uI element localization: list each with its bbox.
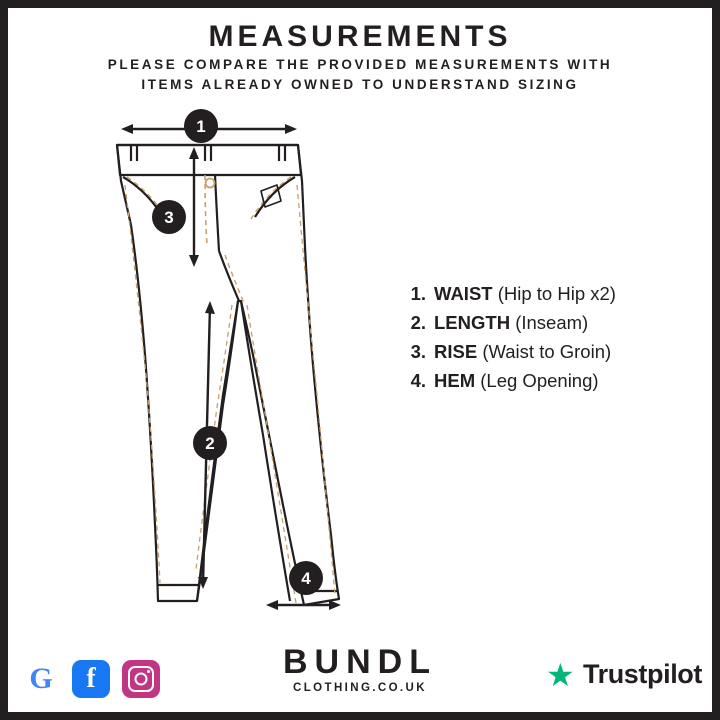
callout-2 <box>193 426 227 460</box>
subtitle-line-2: ITEMS ALREADY OWNED TO UNDERSTAND SIZING <box>141 77 579 92</box>
trustpilot-label: Trustpilot <box>583 659 702 689</box>
frame-border-top <box>0 0 720 8</box>
measurement-legend <box>400 283 700 399</box>
facebook-icon[interactable] <box>72 660 110 698</box>
legend-item-waist <box>400 283 700 305</box>
brand-domain: CLOTHING.CO.UK <box>293 682 427 694</box>
instagram-lens <box>135 673 148 686</box>
legend-note-1: (Hip to Hip x2) <box>497 283 616 304</box>
page-subtitle <box>60 55 660 95</box>
legend-label-1: WAIST <box>434 283 493 304</box>
arrow-rise <box>189 147 199 267</box>
callout-1 <box>184 109 218 143</box>
page-title: MEASUREMENTS <box>208 20 512 53</box>
legend-label-3: RISE <box>434 341 478 362</box>
social-links <box>22 660 160 698</box>
legend-label-4: HEM <box>434 370 476 391</box>
legend-item-rise <box>400 341 700 363</box>
callout-4 <box>289 561 323 595</box>
jeans-illustration <box>117 145 339 605</box>
star-icon: ★ <box>546 656 575 693</box>
callout-1-label: 1 <box>196 117 206 136</box>
callout-2-label: 2 <box>205 434 215 453</box>
legend-note-4: (Leg Opening) <box>480 370 599 391</box>
legend-item-hem <box>400 370 700 392</box>
measurement-arrows <box>121 124 341 610</box>
legend-number-2: 2. <box>410 312 426 333</box>
legend-item-length <box>400 312 700 334</box>
instagram-icon[interactable] <box>122 660 160 698</box>
callout-3-label: 3 <box>164 208 174 227</box>
facebook-glyph: f <box>86 663 96 694</box>
instagram-frame <box>128 666 154 692</box>
subtitle-line-1: PLEASE COMPARE THE PROVIDED MEASUREMENTS WITH <box>107 57 613 72</box>
legend-number-1: 1. <box>410 283 426 304</box>
frame-border-right <box>712 0 720 720</box>
google-glyph: G <box>29 662 53 695</box>
legend-note-2: (Inseam) <box>515 312 589 333</box>
trustpilot-logo[interactable] <box>546 656 702 693</box>
legend-number-3: 3. <box>410 341 426 362</box>
frame-border-bottom <box>0 712 720 720</box>
google-icon[interactable] <box>22 660 60 698</box>
brand-name: BUNDL <box>283 643 437 681</box>
instagram-dot <box>147 670 150 673</box>
legend-label-2: LENGTH <box>434 312 511 333</box>
footer <box>0 628 720 708</box>
frame-border-left <box>0 0 8 720</box>
brand-logo <box>283 644 437 694</box>
callout-4-label: 4 <box>301 569 311 588</box>
legend-number-4: 4. <box>410 370 426 391</box>
jeans-diagram <box>55 105 415 625</box>
legend-note-3: (Waist to Groin) <box>482 341 612 362</box>
callout-3 <box>152 200 186 234</box>
